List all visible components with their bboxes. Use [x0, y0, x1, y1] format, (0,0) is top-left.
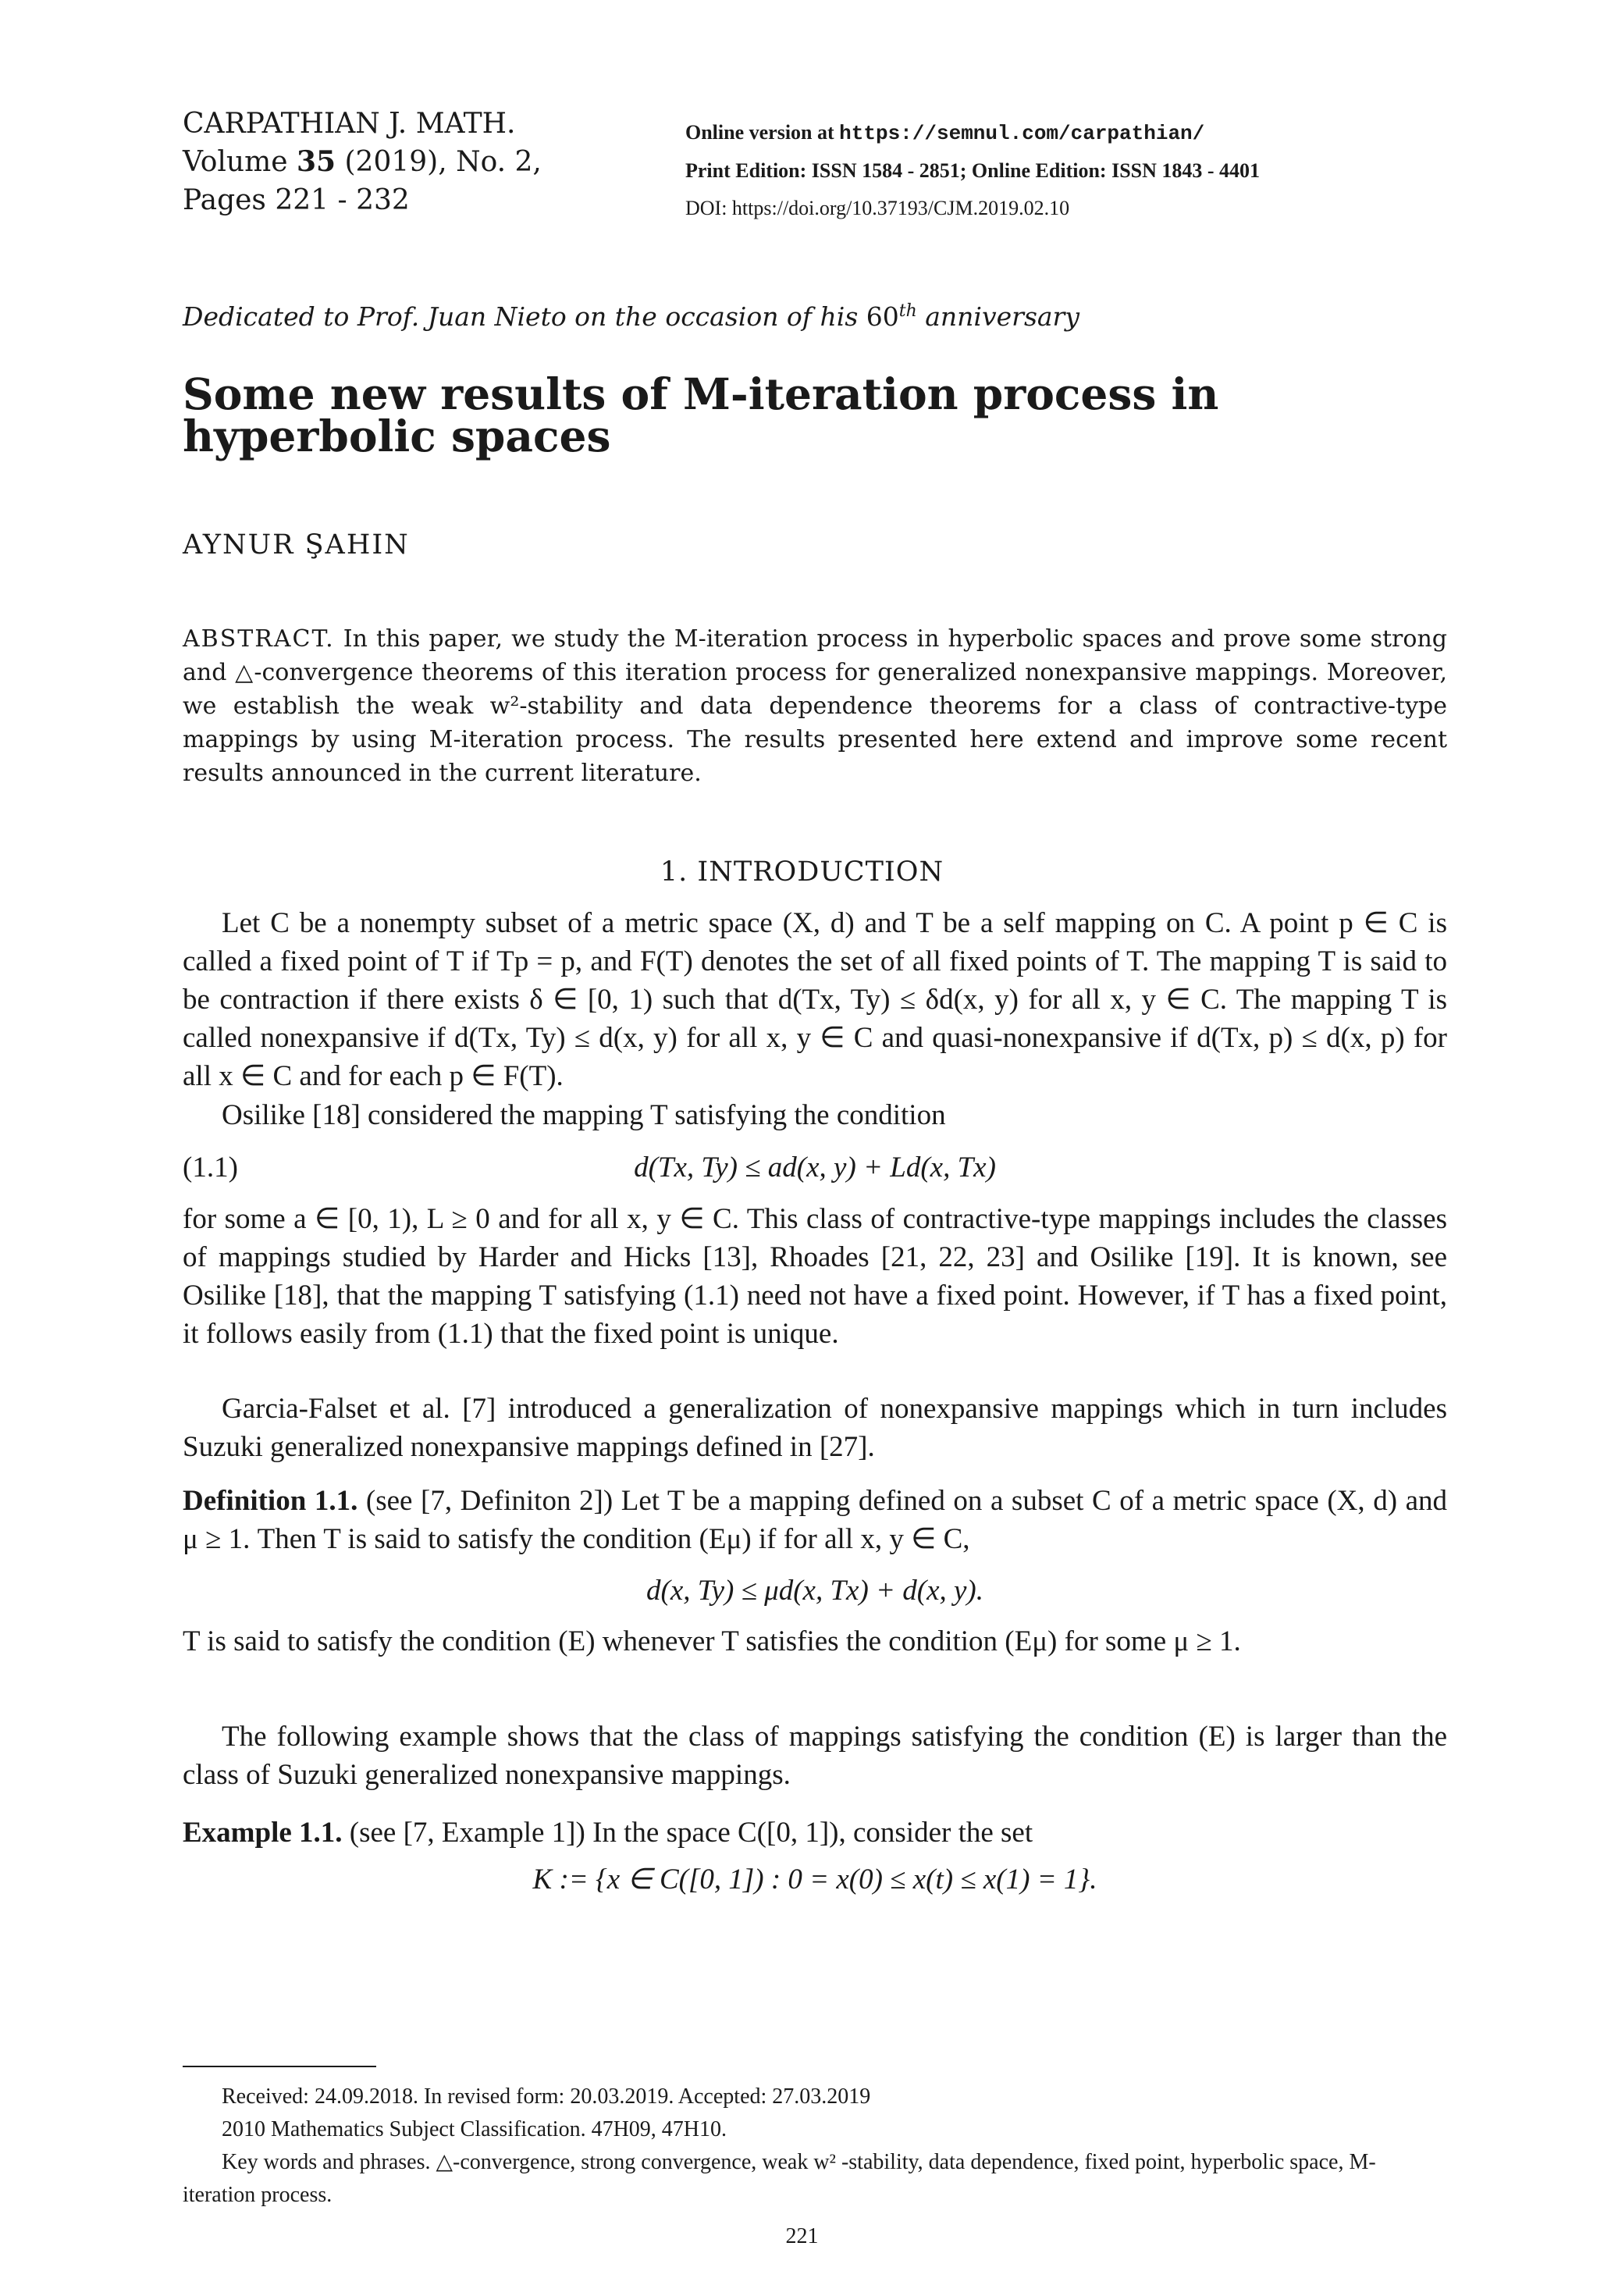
page-range: Pages 221 - 232: [183, 184, 410, 216]
definition-label: Definition 1.1.: [183, 1485, 358, 1517]
abstract: [183, 622, 1447, 790]
intro-paragraph-6: The following example shows that the class of mappings satisfying the condition (E) is larger than the class of Suzuki generalized nonexpansive mappings.: [183, 1721, 1447, 1791]
abstract-label: ABSTRACT.: [183, 625, 335, 653]
author-name: AYNUR ŞAHIN: [183, 529, 410, 561]
dedication: Dedicated to Prof. Juan Nieto on the occasion of his 60th anniversary: [183, 301, 1079, 332]
equation-number: (1.1): [183, 1152, 238, 1184]
edition-info: [685, 114, 1260, 227]
example-1-1: [183, 1814, 1447, 1852]
doi-line[interactable]: DOI: https://doi.org/10.37193/CJM.2019.02.10: [685, 197, 1070, 219]
received-dates: Received: 24.09.2018. In revised form: 20.03.2019. Accepted: 27.03.2019: [222, 2084, 871, 2109]
keywords: Key words and phrases. △-convergence, strong convergence, weak w² -stability, data dependence, fixed point, hyperbolic space, M-iteration process.: [183, 2150, 1376, 2207]
intro-paragraph-2: Osilike [18] considered the mapping T satisfying the condition: [222, 1099, 946, 1131]
volume-line: Volume 35 (2019), No. 2,: [183, 145, 542, 178]
volume-number: 35: [296, 145, 336, 178]
footnote-rule: [183, 2066, 376, 2067]
intro-paragraph-4: Garcia-Falset et al. [7] introduced a generalization of nonexpansive mappings which in turn includes Suzuki generalized nonexpansive mappings defined in [27].: [183, 1393, 1447, 1463]
example-equation-body: K := {x ∈ C([0, 1]) : 0 = x(0) ≤ x(t) ≤ x(1) = 1}.: [532, 1863, 1097, 1896]
example-label: Example 1.1.: [183, 1817, 343, 1849]
online-version-line: Online version at https://semnul.com/carpathian/: [685, 121, 1205, 145]
msc-classification: 2010 Mathematics Subject Classification. 47H09, 47H10.: [222, 2117, 727, 2141]
intro-paragraph-3: for some a ∈ [0, 1), L ≥ 0 and for all x, y ∈ C. This class of contractive-type mappings includes the classes of mappings studied by Harder and Hicks [13], Rhoades [21, 22, 23] and Osilike [19]. It is known, see Osilike [18], that the mapping T satisfying (1.1) need not have a fixed point. However, if T has a fixed point, it follows easily from (1.1) that the fixed point is unique.: [183, 1203, 1447, 1350]
print-edition-line: Print Edition: ISSN 1584 - 2851; Online Edition: ISSN 1843 - 4401: [685, 159, 1261, 182]
page-number: 221: [785, 2224, 819, 2248]
abstract-text: In this paper, we study the M-iteration process in hyperbolic spaces and prove some strong and △-convergence theorems of this iteration process for generalized nonexpansive mappings. Moreover, we establish the weak w²-stability and data dependence theorems for a class of contractive-type mappings by using M-iteration process. The results presented here extend and improve some recent results announced in the current literature.: [183, 625, 1447, 787]
online-url-link[interactable]: https://semnul.com/carpathian/: [839, 122, 1205, 145]
section-heading: 1. INTRODUCTION: [660, 856, 944, 888]
definition-1-1: [183, 1482, 1447, 1558]
journal-name: CARPATHIAN J. MATH.: [183, 108, 516, 140]
example-text: (see [7, Example 1]) In the space C([0, 1]), consider the set: [349, 1817, 1033, 1849]
definition-equation-body: d(x, Ty) ≤ μd(x, Tx) + d(x, y).: [646, 1575, 983, 1607]
definition-text: (see [7, Definiton 2]) Let T be a mapping defined on a subset C of a metric space (X, d) and μ ≥ 1. Then T is said to satisfy the condition (Eμ) if for all x, y ∈ C,: [183, 1485, 1448, 1555]
footnotes: [183, 2081, 1447, 2212]
journal-info: [183, 105, 542, 219]
definition-continuation: T is said to satisfy the condition (E) whenever T satisfies the condition (Eμ) for some μ ≥ 1.: [183, 1625, 1241, 1657]
equation-body: d(Tx, Ty) ≤ ad(x, y) + Ld(x, Tx): [634, 1152, 996, 1184]
paper-title: Some new results of M-iteration process in hyperbolic spaces: [183, 368, 1219, 461]
intro-paragraph-1: Let C be a nonempty subset of a metric space (X, d) and T be a self mapping on C. A point p ∈ C is called a fixed point of T if Tp = p, and F(T) denotes the set of all fixed points of T. The mapping T is said to be contraction if there exists δ ∈ [0, 1) such that d(Tx, Ty) ≤ δd(x, y) for all x, y ∈ C. The mapping T is called nonexpansive if d(Tx, Ty) ≤ d(x, y) for all x, y ∈ C and quasi-nonexpansive if d(Tx, p) ≤ d(x, p) for all x ∈ C and for each p ∈ F(T).: [183, 907, 1447, 1092]
